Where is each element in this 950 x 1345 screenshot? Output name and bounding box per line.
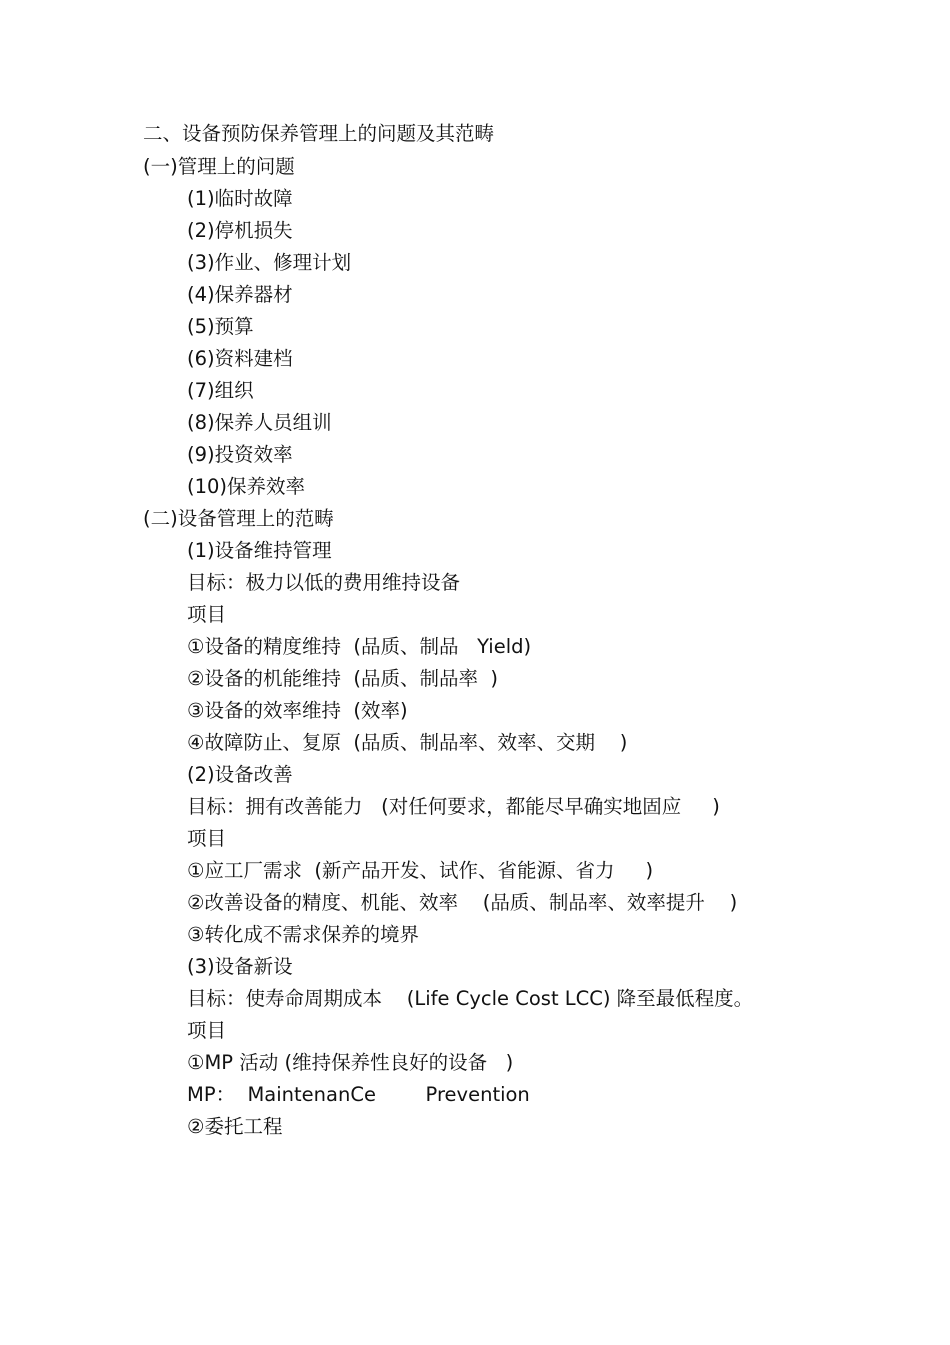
list-item: (6)资料建档 (187, 347, 293, 370)
list-item: ③转化成不需求保养的境界 (187, 923, 419, 946)
heading: 二、设备预防保养管理上的问题及其范畴 (143, 122, 495, 145)
subsection-goal: 目标：拥有改善能力 (对任何要求，都能尽早确实地固应 ) (187, 795, 720, 818)
items-label: 项目 (187, 603, 227, 626)
list-item: ②委托工程 (187, 1115, 283, 1138)
list-item: (4)保养器材 (187, 283, 293, 306)
list-item: ①应工厂需求 (新产品开发、试作、省能源、省力 ) (187, 859, 654, 882)
section-2-title: (二)设备管理上的范畴 (143, 507, 334, 530)
list-item: (10)保养效率 (187, 475, 306, 498)
subsection-title: (3)设备新设 (187, 955, 293, 978)
list-item: ②设备的机能维持 (品质、制品率 ) (187, 667, 498, 690)
list-item: ①MP 活动 (维持保养性良好的设备 ) (187, 1051, 514, 1074)
list-item: (8)保养人员组训 (187, 411, 332, 434)
list-item: MP： MaintenanCe Prevention (187, 1083, 530, 1106)
list-item: (5)预算 (187, 315, 254, 338)
list-item: ④故障防止、复原 (品质、制品率、效率、交期 ) (187, 731, 628, 754)
list-item: (2)停机损失 (187, 219, 293, 242)
list-item: ①设备的精度维持 (品质、制品 Yield) (187, 635, 532, 658)
subsection-title: (2)设备改善 (187, 763, 293, 786)
subsection-goal: 目标：使寿命周期成本 (Life Cycle Cost LCC) 降至最低程度。 (187, 987, 754, 1010)
list-item: (1)临时故障 (187, 187, 293, 210)
list-item: ②改善设备的精度、机能、效率 (品质、制品率、效率提升 ) (187, 891, 738, 914)
list-item: (3)作业、修理计划 (187, 251, 352, 274)
list-item: (7)组织 (187, 379, 254, 402)
list-item: (9)投资效率 (187, 443, 293, 466)
items-label: 项目 (187, 827, 227, 850)
section-1-title: (一)管理上的问题 (143, 155, 295, 178)
list-item: ③设备的效率维持 (效率) (187, 699, 408, 722)
subsection-goal: 目标：极力以低的费用维持设备 (187, 571, 461, 594)
subsection-title: (1)设备维持管理 (187, 539, 332, 562)
items-label: 项目 (187, 1019, 227, 1042)
